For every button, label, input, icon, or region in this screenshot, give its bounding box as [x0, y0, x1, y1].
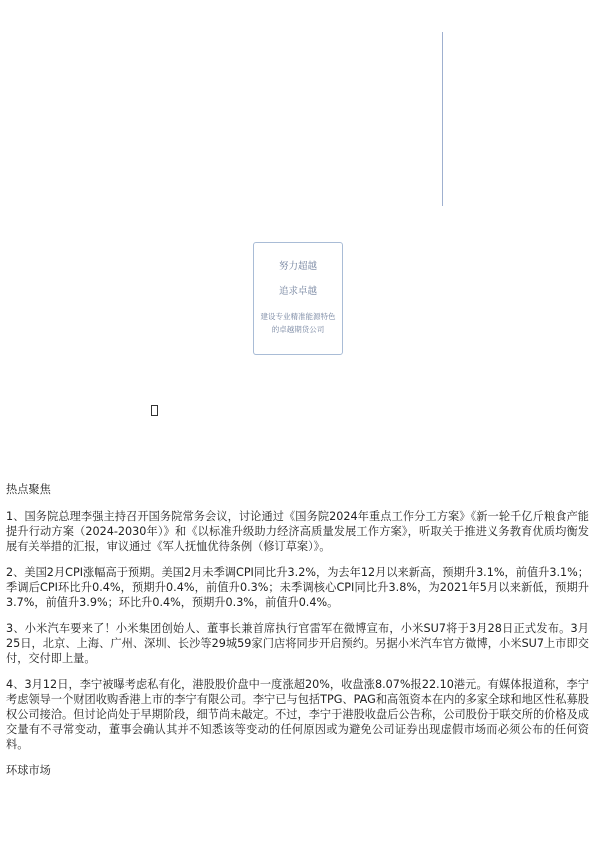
vertical-divider-line [442, 32, 443, 206]
slogan-line-1: 努力超越 [278, 261, 317, 272]
news-paragraph-1: 1、国务院总理李强主持召开国务院常务会议，讨论通过《国务院2024年重点工作分工方案》《新一轮千亿斤粮食产能提升行动方案（2024-2030年）》和《以标准升级助力经济高质量发展工作方案》，听取关于推进义务教育优质均衡发展有关举措的汇报，审议通过《军人抚恤优待条例（修订草案）》。 [6, 510, 589, 553]
section-title-hot-focus: 热点聚焦 [6, 483, 51, 496]
news-content [6, 482, 589, 790]
section-title-global-market: 环球市场 [6, 764, 51, 777]
slogan-line-2: 追求卓越 [278, 286, 317, 297]
news-paragraph-2: 2、美国2月CPI涨幅高于预期。美国2月未季调CPI同比升3.2%，为去年12月以来新高，预期升3.1%，前值升3.1%；季调后CPI环比升0.4%，预期升0.4%，前值升0.3%；未季调核心CPI同比升3.8%，为2021年5月以来新低，预期升3.7%，前值升3.9%；环比升0.4%，预期升0.3%，前值升0.4%。 [6, 566, 589, 609]
news-paragraph-3: 3、小米汽车要来了！小米集团创始人、董事长兼首席执行官雷军在微博宣布，小米SU7将于3月28日正式发布。3月25日，北京、上海、广州、深圳、长沙等29城59家门店将同步开启预约。另据小米汽车官方微博，小米SU7上市即交付，交付即上量。 [6, 622, 589, 665]
missing-glyph-box-icon [151, 405, 158, 416]
company-description: 建设专业精准能源特色的卓越期货公司 [260, 312, 336, 334]
company-slogan-card [253, 242, 343, 355]
news-paragraph-4: 4、3月12日，李宁被曝考虑私有化，港股股价盘中一度涨超20%，收盘涨8.07%报22.10港元。有媒体报道称，李宁考虑领导一个财团收购香港上市的李宁有限公司。李宁已与包括TPG、PAG和高瓴资本在内的多家全球和地区性私募股权公司接洽。但讨论尚处于早期阶段，细节尚未敲定。不过，李宁于港股收盘后公告称，公司股份于联交所的价格及成交量有不寻常变动，董事会确认其并不知悉该等变动的任何原因或为避免公司证券出现虚假市场而必须公布的任何资料。 [6, 678, 589, 751]
